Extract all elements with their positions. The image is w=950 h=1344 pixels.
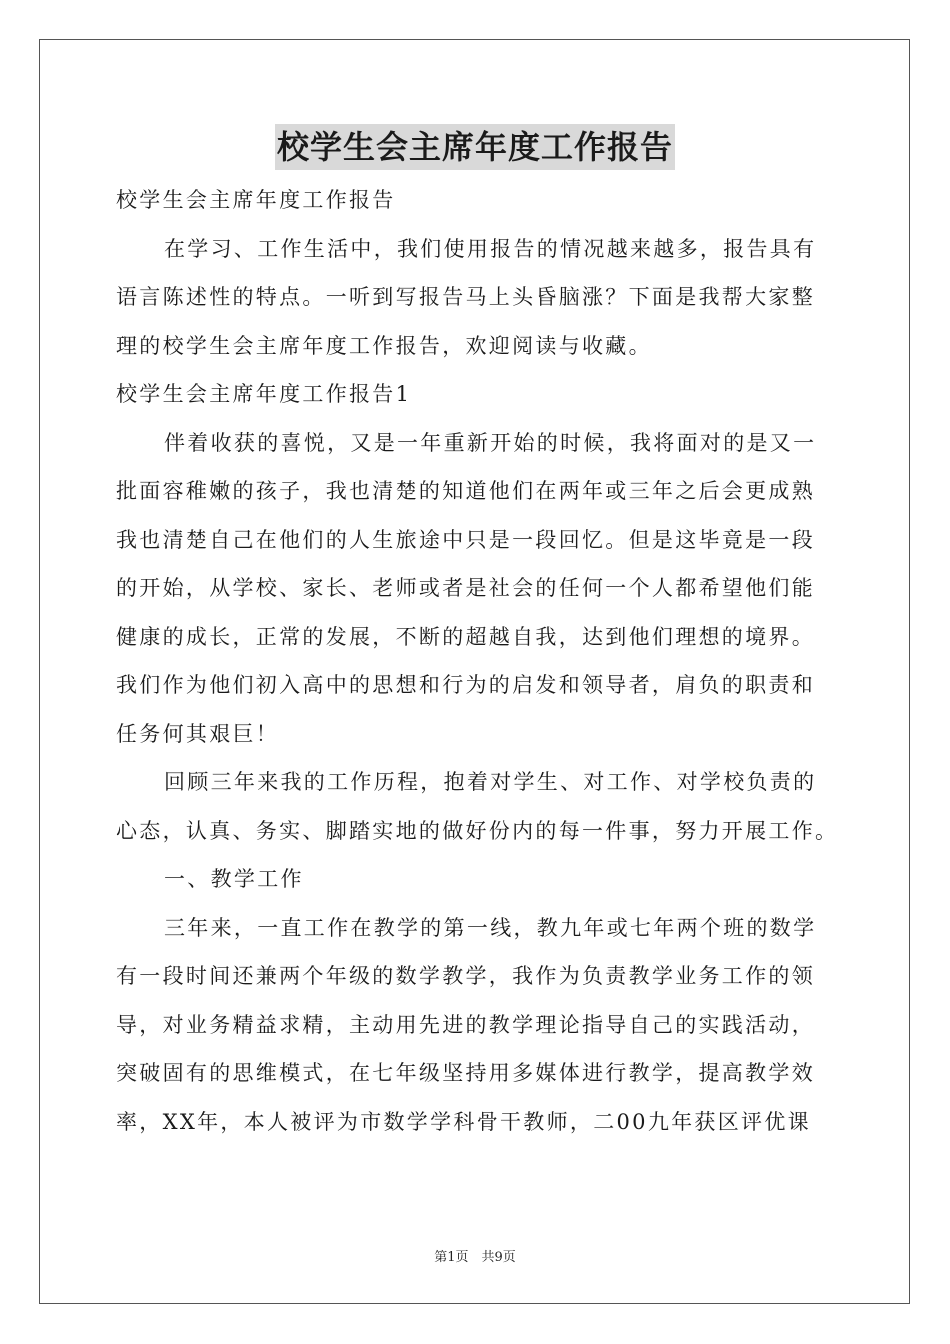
body-line: 心态，认真、务实、脚踏实地的做好份内的每一件事，努力开展工作。: [116, 818, 839, 843]
body-line: 突破固有的思维模式，在七年级坚持用多媒体进行教学，提高教学效: [116, 1061, 815, 1085]
body-line: 校学生会主席年度工作报告1: [116, 382, 412, 406]
document-body: [116, 176, 840, 1146]
body-line: 理的校学生会主席年度工作报告，欢迎阅读与收藏。: [116, 333, 652, 358]
title-wrap: [0, 124, 950, 170]
body-line: 我也清楚自己在他们的人生旅途中只是一段回忆。但是这毕竟是一段: [116, 527, 815, 552]
body-line: 语言陈述性的特点。一听到写报告马上头昏脑涨？下面是我帮大家整: [116, 285, 815, 309]
body-line: 任务何其艰巨！: [116, 721, 280, 746]
page-footer: 第1页 共9页: [434, 1250, 516, 1265]
body-line: 回顾三年来我的工作历程，抱着对学生、对工作、对学校负责的: [164, 770, 817, 794]
body-line: 导，对业务精益求精，主动用先进的教学理论指导自己的实践活动，: [116, 1012, 815, 1037]
body-line: 的开始，从学校、家长、老师或者是社会的任何一个人都希望他们能: [116, 576, 815, 600]
body-line: 在学习、工作生活中，我们使用报告的情况越来越多，报告具有: [164, 236, 817, 261]
body-line: 伴着收获的喜悦，又是一年重新开始的时候，我将面对的是又一: [164, 430, 817, 455]
body-line: 健康的成长，正常的发展，不断的超越自我，达到他们理想的境界。: [116, 624, 815, 649]
body-line: 我们作为他们初入高中的思想和行为的启发和领导者，肩负的职责和: [116, 673, 815, 697]
body-line: 批面容稚嫩的孩子，我也清楚的知道他们在两年或三年之后会更成熟: [116, 479, 815, 503]
body-line: 校学生会主席年度工作报告: [116, 188, 396, 212]
body-line: 有一段时间还兼两个年级的数学教学，我作为负责教学业务工作的领: [116, 964, 815, 988]
body-line: 一、教学工作: [164, 867, 304, 891]
body-line: 三年来，一直工作在教学的第一线，教九年或七年两个班的数学: [164, 915, 817, 940]
body-line: 率，XX年，本人被评为市数学学科骨干教师，二00九年获区评优课: [116, 1109, 811, 1134]
document-title: 校学生会主席年度工作报告: [275, 124, 675, 170]
